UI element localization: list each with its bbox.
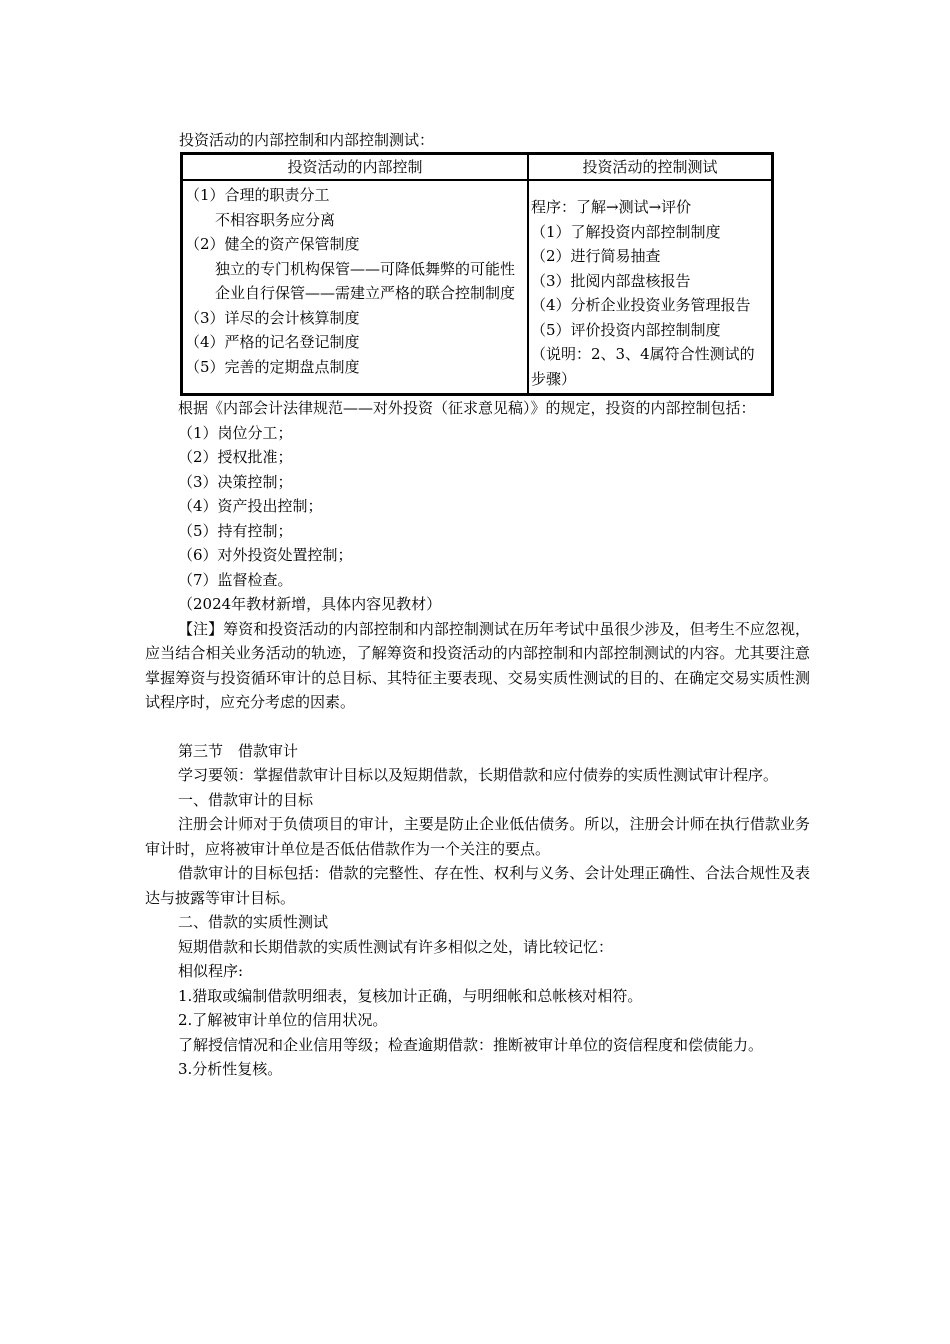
subheading: 二、借款的实质性测试 — [178, 913, 329, 931]
list-item: （6）对外投资处置控制； — [178, 546, 353, 564]
left-line: （4）严格的记名登记制度 — [185, 333, 360, 351]
table-caption: 投资活动的内部控制和内部控制测试： — [179, 131, 435, 149]
paragraph: 注册会计师对于负债项目的审计，主要是防止企业低估债务。所以，注册会计师在执行借款业务审计时，应将被审计单位是否低估借款作为一个关注的要点。 — [145, 815, 810, 858]
list-item: （4）资产投出控制； — [178, 497, 323, 515]
list-item: （1）岗位分工； — [178, 423, 293, 442]
header-internal-control: 投资活动的内部控制 — [182, 154, 528, 180]
left-line: （3）详尽的会计核算制度 — [185, 308, 360, 327]
paragraph: 了解授信情况和企业信用等级；检查逾期借款：推断被审计单位的资信程度和偿债能力。 — [178, 1035, 764, 1054]
right-line: （说明：2、3、4属符合性测试的步骤） — [531, 345, 755, 388]
table-body-row — [182, 180, 772, 394]
document-page — [145, 128, 810, 1082]
paragraph: 1.猎取或编制借款明细表，复核加计正确，与明细帐和总帐核对相符。 — [178, 986, 643, 1005]
right-line: 程序：了解→测试→评价 — [531, 198, 692, 216]
list-item: （2）授权批准； — [178, 448, 293, 466]
internal-control-cell — [182, 180, 528, 394]
right-line: （4）分析企业投资业务管理报告 — [531, 296, 751, 314]
subheading: 一、借款审计的目标 — [178, 790, 314, 809]
control-test-cell — [528, 180, 772, 394]
left-line: 不相容职务应分离 — [215, 210, 336, 229]
right-line: （1）了解投资内部控制制度 — [531, 222, 721, 241]
paragraph: 3.分析性复核。 — [178, 1060, 283, 1078]
left-line: （5）完善的定期盘点制度 — [185, 357, 360, 376]
paragraph: 根据《内部会计法律规范——对外投资（征求意见稿）》的规定，投资的内部控制包括： — [178, 399, 756, 417]
paragraph: 借款审计的目标包括：借款的完整性、存在性、权利与义务、会计处理正确性、合法合规性及表达与披露等审计目标。 — [145, 864, 810, 907]
left-line: 企业自行保管——需建立严格的联合控制制度 — [215, 284, 516, 302]
header-control-test: 投资活动的控制测试 — [528, 154, 772, 180]
paragraph: 相似程序: — [178, 962, 244, 980]
right-line: （3）批阅内部盘核报告 — [531, 271, 691, 290]
investment-control-table — [180, 152, 774, 396]
section-heading: 第三节 借款审计 — [178, 741, 299, 760]
list-item: （7）监督检查。 — [178, 570, 293, 589]
note-line: （2024年教材新增，具体内容见教材） — [178, 595, 442, 613]
note-paragraph: 【注】筹资和投资活动的内部控制和内部控制测试在历年考试中虽很少涉及，但考生不应忽视，应当结合相关业务活动的轨迹，了解筹资和投资活动的内部控制和内部控制测试的内容。尤其要注意掌握筹资与投资循环审计的总目标、其特征主要表现、交易实质性测试的目的、在确定交易实质性测试程序时，应充分考虑的因素。 — [145, 619, 810, 711]
right-line: （2）进行简易抽查 — [531, 247, 661, 265]
list-item: （5）持有控制； — [178, 521, 293, 540]
table-header-row — [182, 154, 772, 180]
paragraph: 2.了解被审计单位的信用状况。 — [178, 1011, 388, 1029]
left-line: 独立的专门机构保管——可降低舞弊的可能性 — [215, 259, 516, 278]
left-line: （2）健全的资产保管制度 — [185, 235, 360, 253]
paragraph: 学习要领：掌握借款审计目标以及短期借款，长期借款和应付债券的实质性测试审计程序。 — [178, 766, 779, 784]
list-item: （3）决策控制； — [178, 472, 293, 491]
left-line: （1）合理的职责分工 — [185, 186, 330, 204]
right-line: （5）评价投资内部控制制度 — [531, 320, 721, 339]
paragraph: 短期借款和长期借款的实质性测试有许多相似之处，请比较记忆： — [178, 937, 614, 956]
